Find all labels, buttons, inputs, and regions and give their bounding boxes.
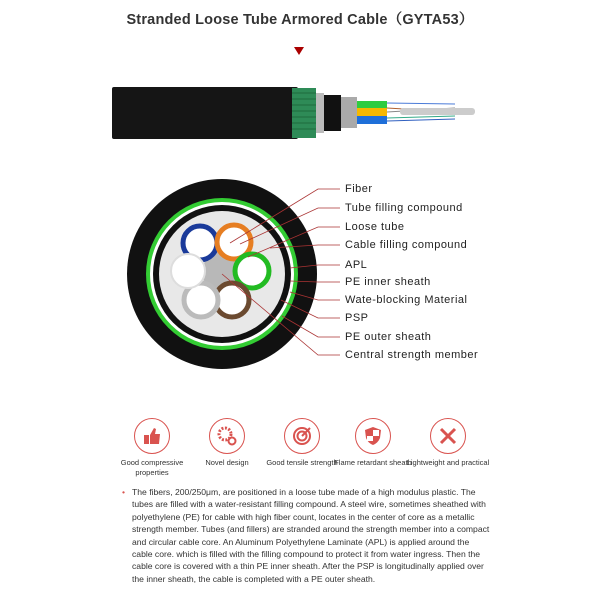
label-cable-filling-compound: Cable filling compound <box>345 239 468 251</box>
bullet-icon: • <box>122 487 126 497</box>
page-title: Stranded Loose Tube Armored Cable（GYTA53） <box>126 12 474 28</box>
shield-icon <box>355 418 391 454</box>
label-apl: APL <box>345 259 368 271</box>
label-pe-outer-sheath: PE outer sheath <box>345 331 432 343</box>
label-water-blocking-material: Wate-blocking Material <box>345 294 468 306</box>
label-tube-filling-compound: Tube filling compound <box>345 202 463 214</box>
target-icon <box>284 418 320 454</box>
label-central-strength-member: Central strength member <box>345 349 479 361</box>
gears-icon <box>209 418 245 454</box>
down-arrow-icon <box>294 47 304 55</box>
label-fiber: Fiber <box>345 183 373 195</box>
label-psp: PSP <box>345 312 369 324</box>
cable-side-view <box>112 87 475 139</box>
feature-label: Flame retardant sheath <box>334 458 412 467</box>
description-text: The fibers, 200/250μm, are positioned in a loose tube made of a high modulus plastic. The tubes are filled with a water-resistant filling compound. A steel wire, sometimes sheathed with polyethylene (PE) for cable with high fiber count, locates in the center of core as a metallic strength member. Tubes (and fillers) are stranded around the strength member into a compact and circular cable core. An Aluminum Polyethylene Laminate (APL) is applied around the cable core. which is filled with the filling compound to protect it from water ingress. Then the cable core is covered with a thin PE inner sheath. After the PSP is longitudinally applied over the inner sheath, the cable is completed with a PE outer sheath. <box>132 487 490 584</box>
tools-icon <box>430 418 466 454</box>
feature-label: Good tensile strength <box>266 458 338 467</box>
description <box>122 486 492 585</box>
thumbs-up-icon <box>134 418 170 454</box>
label-pe-inner-sheath: PE inner sheath <box>345 276 431 288</box>
feature-label: Novel design <box>205 458 249 467</box>
label-loose-tube: Loose tube <box>345 221 405 233</box>
feature-label: Good compressive properties <box>120 458 184 477</box>
feature-label: Lightweight and practical <box>406 458 490 467</box>
feature-lightweight <box>403 418 493 468</box>
